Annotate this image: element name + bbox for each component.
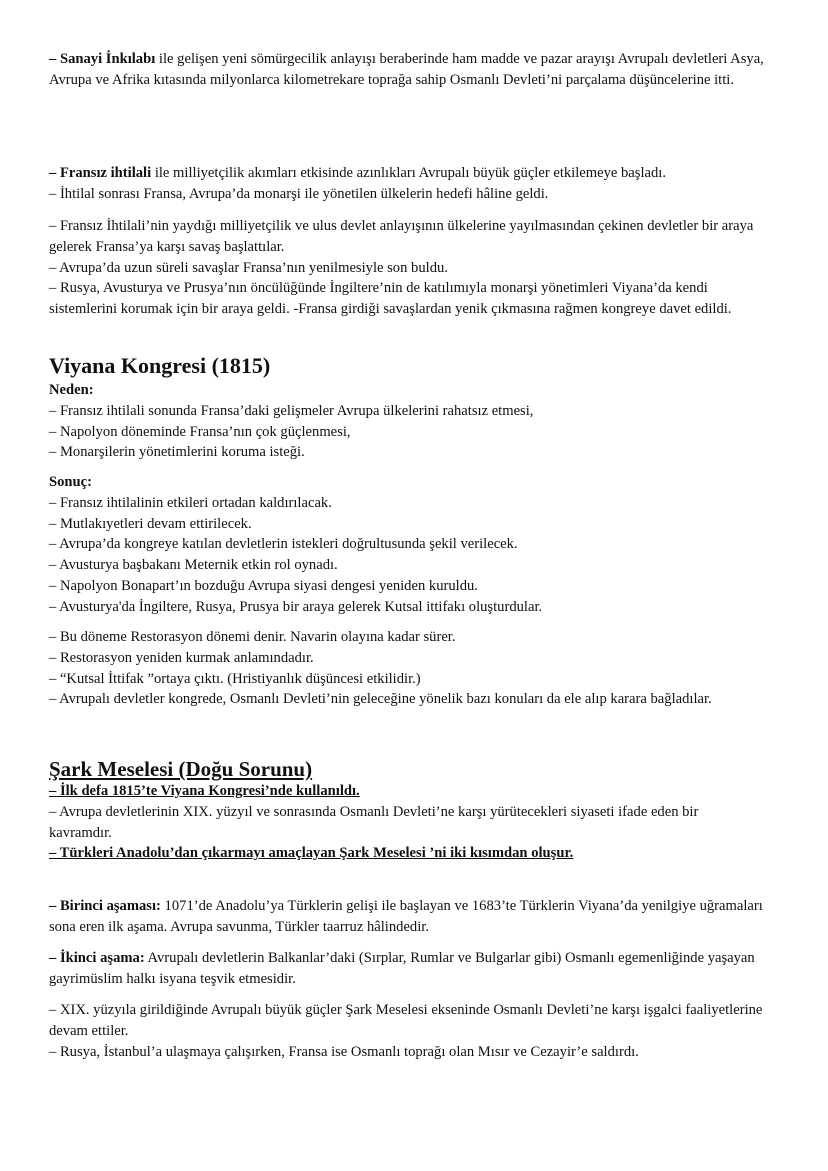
cause-item: – Fransız ihtilali sonunda Fransa’daki gelişmeler Avrupa ülkelerini rahatsız etmesi, xyxy=(49,402,534,419)
fr-line-2: – İhtilal sonrası Fransa, Avrupa’da monarşi ile yönetilen ülkelerin hedefi hâline geldi. xyxy=(49,185,549,202)
wars-line-2: – Avrupa’da uzun süreli savaşlar Fransa’nın yenilmesiyle son buldu. xyxy=(49,259,448,276)
stage2-dash: – xyxy=(49,950,60,966)
intro-bold-term: Sanayi İnkılabı xyxy=(59,51,156,67)
fr-text: ile milliyetçilik akımları etkisinde azınlıkları Avrupalı büyük güçler etkilemeye başladı. xyxy=(151,165,666,181)
eastern-intro xyxy=(49,781,774,864)
definition-line-b: kavramdır. xyxy=(49,824,112,841)
result-item: – Avusturya başbakanı Meternik etkin rol oynadı. xyxy=(49,557,338,574)
fr-bold-term: Fransız ihtilali xyxy=(59,165,152,181)
final-paragraph xyxy=(49,1000,774,1062)
vienna-causes xyxy=(49,380,774,463)
eastern-question-heading: Şark Meselesi (Doğu Sorunu) xyxy=(49,757,313,781)
first-used-line: – İlk defa 1815’te Viyana Kongresi’nde kullanıldı. xyxy=(49,783,360,799)
vienna-notes xyxy=(49,627,774,710)
note-item: – Restorasyon yeniden kurmak anlamındadır. xyxy=(49,649,314,666)
result-item: – Avrupa’da kongreye katılan devletlerin istekleri doğrultusunda şekil verilecek. xyxy=(49,536,518,553)
cause-item: – Monarşilerin yönetimlerini koruma isteği. xyxy=(49,444,305,461)
vienna-congress-heading: Viyana Kongresi (1815) xyxy=(49,353,271,378)
intro-text: ile gelişen yeni sömürgecilik anlayışı beraberinde ham madde ve pazar arayışı Avrupalı devletleri Asya, Avrupa ve Afrika kıtasında milyonlarca kilometrekare toprağa sahip Osmanlı Devleti’ni parçalama düşüncelerine itti. xyxy=(49,51,764,88)
french-revolution-paragraph xyxy=(49,163,774,205)
stage2-label: İkinci aşama: xyxy=(59,950,145,966)
result-item: – Avusturya'da İngiltere, Rusya, Prusya bir araya gelerek Kutsal ittifakı oluşturdular. xyxy=(49,598,543,615)
definition-line-a: – Avrupa devletlerinin XIX. yüzyıl ve sonrasında Osmanlı Devleti’ne karşı yürütecekleri siyaseti ifade eden bir xyxy=(49,803,699,820)
vienna-results xyxy=(49,472,774,618)
fr-dash: – xyxy=(49,165,60,181)
stage-one-paragraph xyxy=(49,896,774,938)
intro-dash: – xyxy=(49,51,60,67)
final-line: – XIX. yüzyıla girildiğinde Avrupalı büyük güçler Şark Meselesi ekseninde Osmanlı Devleti’ne karşı işgalci faaliyetlerine devam ettiler. xyxy=(49,1002,763,1039)
result-item: – Napolyon Bonapart’ın bozduğu Avrupa siyasi dengesi yeniden kuruldu. xyxy=(49,577,478,594)
wars-line-3: – Rusya, Avusturya ve Prusya’nın öncülüğünde İngiltere’nin de katılımıyla monarşi yönetimleri Viyana’da kendi sistemlerini korumak için bir araya geldi. -Fransa girdiği savaşlardan yenik çıkmasına rağmen kongreye davet edildi. xyxy=(49,280,732,318)
stage1-text: 1071’de Anadolu’ya Türklerin gelişi ile başlayan ve 1683’te Türklerin Viyana’da yenilgiye uğramaları sona eren ilk aşama. Avrupa savunma, Türkler taarruz hâlindedir. xyxy=(49,898,763,935)
wars-paragraph xyxy=(49,216,774,320)
note-item: – Avrupalı devletler kongrede, Osmanlı Devleti’nin geleceğine yönelik bazı konuları da ele alıp karara bağladılar. xyxy=(49,691,712,708)
result-item: – Mutlakıyetleri devam ettirilecek. xyxy=(49,515,252,532)
final-line: – Rusya, İstanbul’a ulaşmaya çalışırken, Fransa ise Osmanlı toprağı olan Mısır ve Cezayir’e saldırdı. xyxy=(49,1043,639,1060)
causes-label: Neden: xyxy=(49,382,94,398)
wars-line-1: – Fransız İhtilali’nin yaydığı milliyetçilik ve ulus devlet anlayışının ülkelerine yayılmasından çekinen devletler bir araya gelerek Fransa’ya karşı savaş başlattılar. xyxy=(49,218,754,255)
note-item: – “Kutsal İttifak ”ortaya çıktı. (Hristiyanlık düşüncesi etkilidir.) xyxy=(49,670,421,687)
intro-paragraph xyxy=(49,49,774,91)
stage1-label: Birinci aşaması: xyxy=(59,898,161,914)
results-label: Sonuç: xyxy=(49,474,92,490)
stage1-dash: – xyxy=(49,898,60,914)
result-item: – Fransız ihtilalinin etkileri ortadan kaldırılacak. xyxy=(49,494,332,511)
stage-two-paragraph xyxy=(49,948,774,990)
two-parts-line: – Türkleri Anadolu’dan çıkarmayı amaçlayan Şark Meselesi ’ni iki kısımdan oluşur. xyxy=(49,845,574,862)
cause-item: – Napolyon döneminde Fransa’nın çok güçlenmesi, xyxy=(49,423,351,440)
note-item: – Bu döneme Restorasyon dönemi denir. Navarin olayına kadar sürer. xyxy=(49,629,456,645)
stage2-text: Avrupalı devletlerin Balkanlar’daki (Sırplar, Rumlar ve Bulgarlar gibi) Osmanlı egemenliğinde yaşayan gayrimüslim halkı isyana teşvik etmesidir. xyxy=(49,950,755,987)
